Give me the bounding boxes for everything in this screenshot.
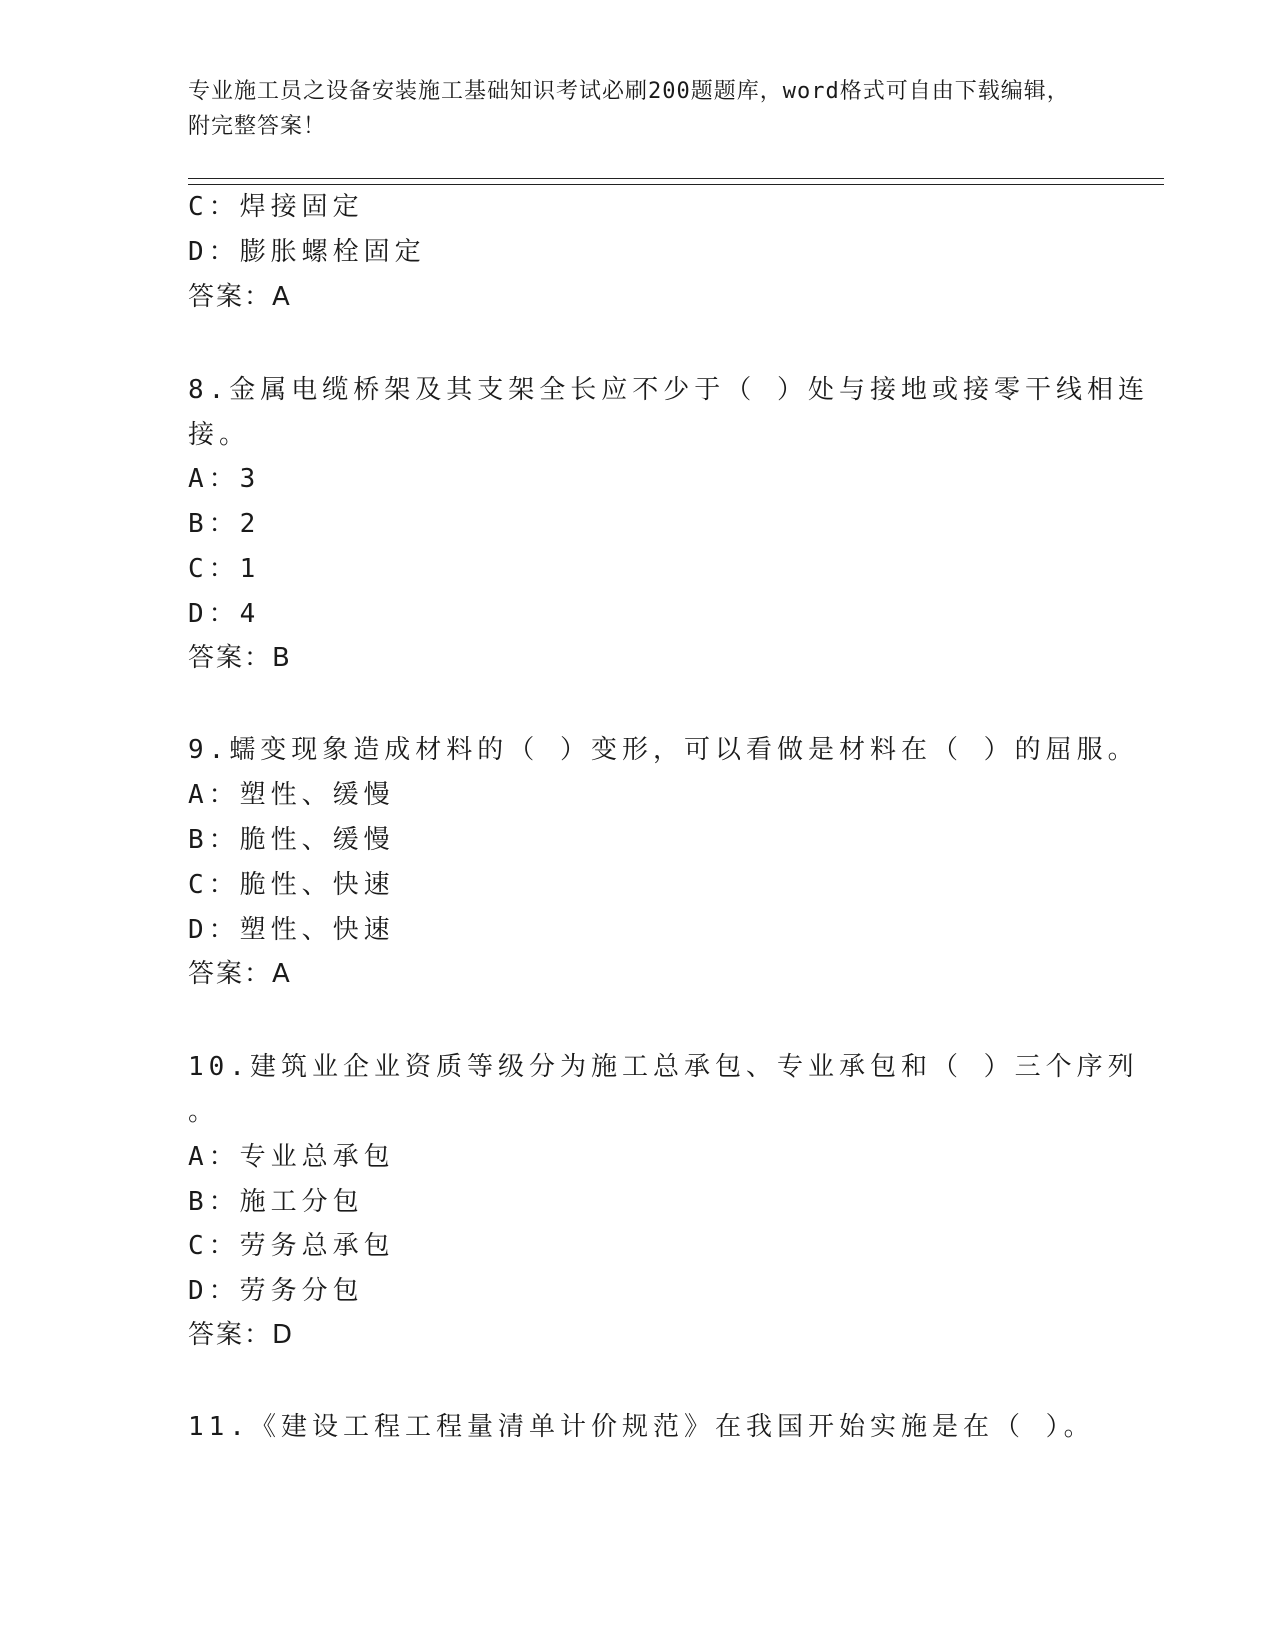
option-b: B：脆性、缓慢 [188, 825, 395, 855]
option-c: C：1 [188, 554, 261, 584]
option-b: B：2 [188, 509, 261, 539]
option-a: A：塑性、缓慢 [188, 780, 395, 810]
option-b: B：施工分包 [188, 1187, 364, 1217]
document-header: 专业施工员之设备安装施工基础知识考试必刷200题题库，word格式可自由下载编辑，附完整答案！ [188, 79, 1070, 139]
question-9: 9.蠕变现象造成材料的（ ）变形，可以看做是材料在（ ）的屈服。 [188, 735, 1139, 765]
option-c: C：焊接固定 [188, 192, 364, 222]
option-d: D：塑性、快速 [188, 915, 395, 945]
answer-line: 答案：A [188, 282, 292, 312]
question-8: 8.金属电缆桥架及其支架全长应不少于（ ）处与接地或接零干线相连 [188, 375, 1149, 405]
question-11: 11.《建设工程工程量清单计价规范》在我国开始实施是在（ ）。 [188, 1412, 1095, 1442]
option-d: D：膨胀螺栓固定 [188, 237, 426, 267]
question-10-continuation: 。 [188, 1097, 220, 1127]
option-d: D：4 [188, 599, 261, 629]
option-a: A：3 [188, 464, 261, 494]
option-d: D：劳务分包 [188, 1276, 364, 1306]
header-divider-top [188, 178, 1164, 179]
option-c: C：脆性、快速 [188, 870, 395, 900]
header-divider-bottom [188, 184, 1164, 185]
option-c: C：劳务总承包 [188, 1231, 395, 1261]
option-a: A：专业总承包 [188, 1142, 395, 1172]
answer-line: 答案：B [188, 643, 292, 673]
question-10: 10.建筑业企业资质等级分为施工总承包、专业承包和（ ）三个序列 [188, 1052, 1139, 1082]
answer-line: 答案：A [188, 959, 292, 989]
answer-line: 答案：D [188, 1320, 295, 1350]
question-8-continuation: 接。 [188, 420, 251, 450]
